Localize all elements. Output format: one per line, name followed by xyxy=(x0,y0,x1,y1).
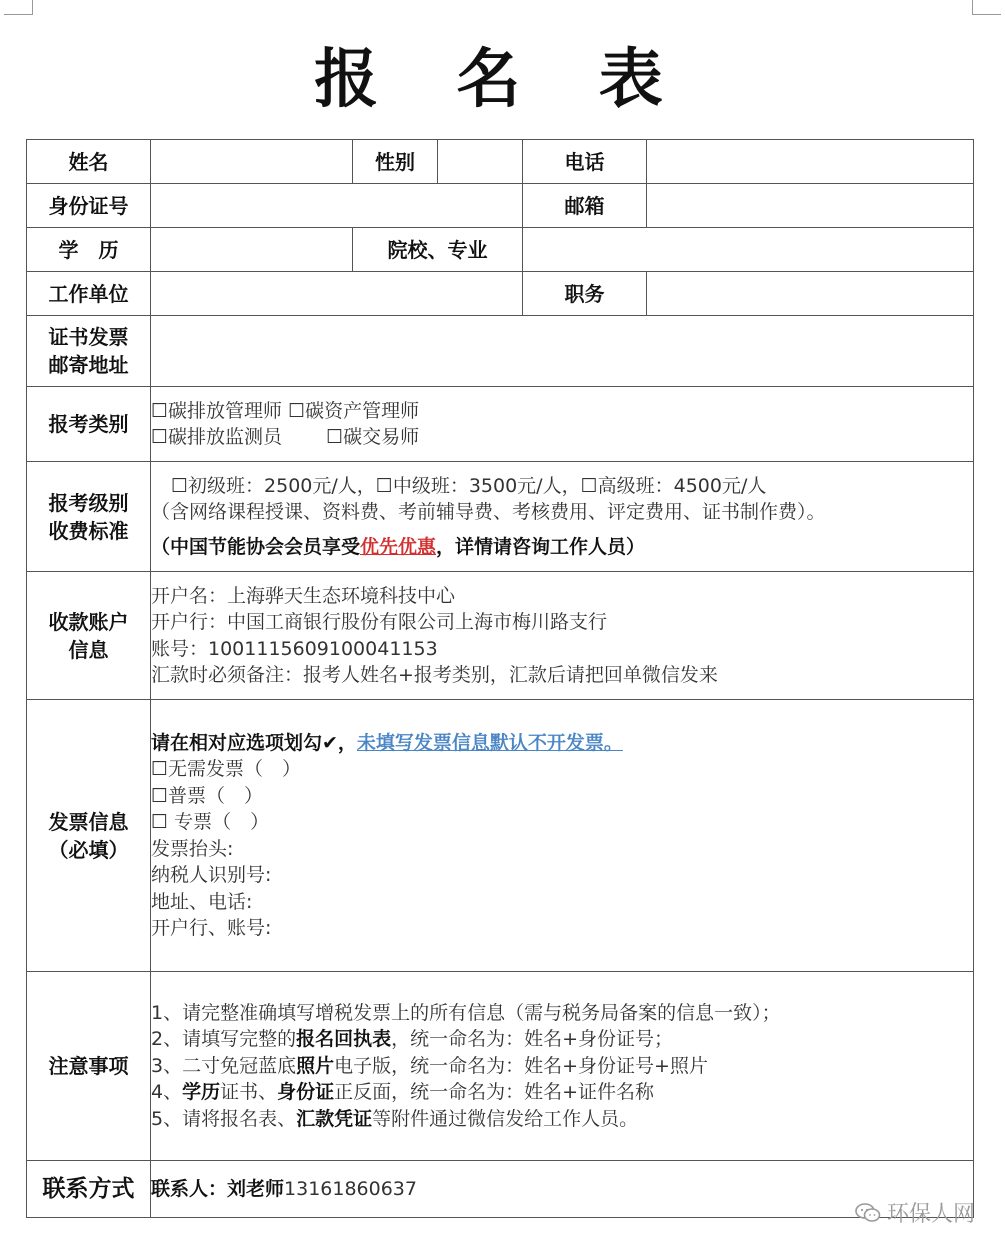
employer-field[interactable] xyxy=(151,272,523,316)
fee-label-line1: 报考级别 xyxy=(48,490,129,515)
watermark xyxy=(855,1197,975,1228)
email-field[interactable] xyxy=(647,184,974,228)
row-employer xyxy=(27,272,974,316)
address-phone-field[interactable]: 地址、电话: xyxy=(151,890,253,913)
gender-label: 性别 xyxy=(353,140,438,184)
registration-form xyxy=(26,139,974,1218)
id-field[interactable] xyxy=(151,184,523,228)
page-title: 报 名 表 xyxy=(314,43,691,117)
member-discount-note xyxy=(151,534,973,561)
phone-label: 电话 xyxy=(523,140,647,184)
row-invoice xyxy=(27,700,974,972)
watermark-text: 环保人网 xyxy=(886,1202,975,1227)
position-field[interactable] xyxy=(647,272,974,316)
position-label: 职务 xyxy=(523,272,647,316)
row-notes xyxy=(27,972,974,1161)
option-carbon-emission-manager[interactable]: ☐碳排放管理师 xyxy=(151,399,283,422)
exam-type-label: 报考类别 xyxy=(27,387,151,462)
invoice-label-line1: 发票信息 xyxy=(48,809,129,834)
gender-field[interactable] xyxy=(438,140,523,184)
education-field[interactable] xyxy=(151,228,353,272)
notes-content xyxy=(151,972,974,1161)
address-label xyxy=(27,316,151,387)
discount-prefix: （中国节能协会会员享受 xyxy=(151,535,361,558)
row-fee xyxy=(27,462,974,572)
contact-label: 联系方式 xyxy=(27,1161,151,1218)
phone-field[interactable] xyxy=(647,140,974,184)
fee-includes: （含网络课程授课、资料费、考前辅导费、考核费用、评定费用、证书制作费）。 xyxy=(151,501,826,524)
address-field[interactable] xyxy=(151,316,974,387)
row-name xyxy=(27,140,974,184)
row-address xyxy=(27,316,974,387)
row-exam-type xyxy=(27,387,974,462)
wechat-icon xyxy=(855,1203,881,1223)
address-label-line1: 证书发票 xyxy=(48,325,129,349)
fee-label-line2: 收费标准 xyxy=(48,518,129,543)
account-number: 账号：1001115609100041153 xyxy=(151,637,438,660)
school-field[interactable] xyxy=(523,228,974,272)
account-content xyxy=(151,572,974,700)
name-field[interactable] xyxy=(151,140,353,184)
bank-account-field[interactable]: 开户行、账号: xyxy=(151,917,272,939)
email-label: 邮箱 xyxy=(523,184,647,228)
option-normal-invoice[interactable]: ☐普票（ ） xyxy=(151,784,264,807)
invoice-content xyxy=(151,700,974,972)
invoice-title-field[interactable]: 发票抬头: xyxy=(151,837,234,860)
remittance-note: 汇款时必须备注：报考人姓名+报考类别，汇款后请把回单微信发来 xyxy=(151,664,718,686)
account-label-line1: 收款账户 xyxy=(48,609,129,634)
name-label: 姓名 xyxy=(27,140,151,184)
note-2: 2、请填写完整的报名回执表，统一命名为：姓名+身份证号； xyxy=(151,1028,674,1051)
option-carbon-asset-manager[interactable]: ☐碳资产管理师 xyxy=(288,399,420,422)
contact-person: 联系人：刘老师 xyxy=(151,1177,285,1200)
contact-phone[interactable]: 13161860637 xyxy=(284,1177,417,1200)
account-bank: 开户行：中国工商银行股份有限公司上海市梅川路支行 xyxy=(151,611,608,633)
row-account xyxy=(27,572,974,700)
exam-type-line1 xyxy=(151,398,973,425)
invoice-instruction: 请在相对应选项划勾✔， xyxy=(151,731,357,754)
fee-label xyxy=(27,462,151,572)
option-special-invoice[interactable]: ☐ 专票（ ） xyxy=(151,811,270,833)
option-carbon-emission-monitor[interactable]: ☐碳排放监测员 xyxy=(151,426,283,448)
invoice-warning: 未填写发票信息默认不开发票。 xyxy=(356,731,623,754)
crop-mark-top-left xyxy=(4,0,33,15)
account-label xyxy=(27,572,151,700)
id-label: 身份证号 xyxy=(27,184,151,228)
address-label-line2: 邮寄地址 xyxy=(48,353,129,377)
taxpayer-id-field[interactable]: 纳税人识别号: xyxy=(151,864,272,886)
option-carbon-trader[interactable]: ☐碳交易师 xyxy=(326,426,420,448)
crop-mark-top-right xyxy=(972,0,1001,15)
exam-type-line2 xyxy=(151,424,973,451)
discount-highlight: 优先优惠 xyxy=(360,535,437,558)
notes-label: 注意事项 xyxy=(27,972,151,1161)
fee-content xyxy=(151,462,974,572)
option-no-invoice[interactable]: ☐无需发票（ ） xyxy=(151,758,302,780)
account-holder: 开户名：上海骅天生态环境科技中心 xyxy=(151,584,456,607)
invoice-label-line2: （必填） xyxy=(48,837,129,862)
row-contact xyxy=(27,1161,974,1218)
invoice-instruction-line xyxy=(151,730,973,757)
note-3: 3、二寸免冠蓝底照片电子版，统一命名为：姓名+身份证号+照片 xyxy=(151,1054,708,1077)
contact-content xyxy=(151,1161,974,1218)
row-id xyxy=(27,184,974,228)
row-education xyxy=(27,228,974,272)
note-5: 5、请将报名表、汇款凭证等附件通过微信发给工作人员。 xyxy=(151,1107,639,1130)
invoice-label xyxy=(27,700,151,972)
education-label: 学 历 xyxy=(27,228,151,272)
school-label: 院校、专业 xyxy=(353,228,523,272)
note-1: 1、请完整准确填写增税发票上的所有信息（需与税务局备案的信息一致）； xyxy=(151,1001,781,1024)
note-4: 4、学历证书、身份证正反面，统一命名为：姓名+证件名称 xyxy=(151,1081,655,1104)
account-label-line2: 信息 xyxy=(68,637,109,662)
fee-levels[interactable]: ☐初级班：2500元/人，☐中级班：3500元/人，☐高级班：4500元/人 xyxy=(171,474,767,497)
employer-label: 工作单位 xyxy=(27,272,151,316)
exam-type-options xyxy=(151,387,974,462)
discount-suffix: ，详情请咨询工作人员） xyxy=(436,535,646,558)
